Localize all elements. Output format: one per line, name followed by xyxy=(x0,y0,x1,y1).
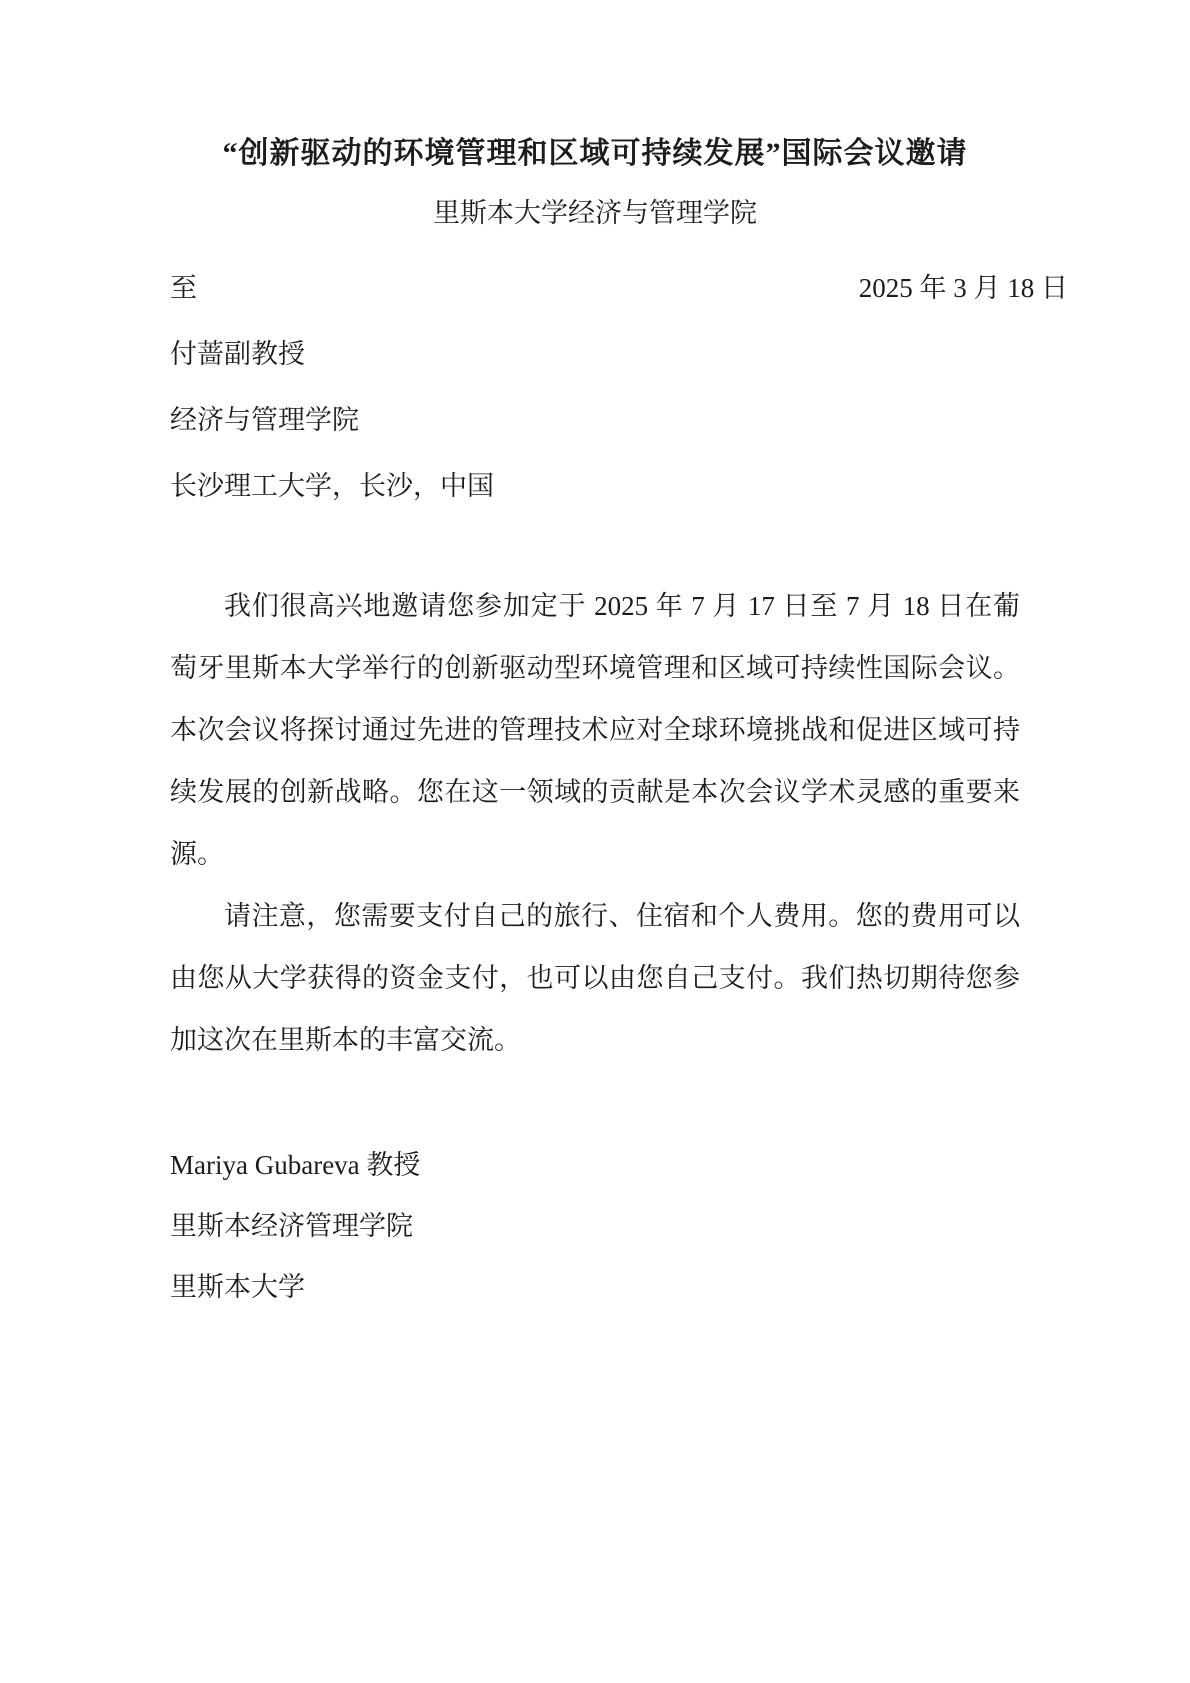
signature-university: 里斯本大学 xyxy=(170,1272,305,1302)
signature-name: Mariya Gubareva 教授 xyxy=(170,1150,421,1180)
letterhead xyxy=(170,255,1068,519)
salutation: 至 xyxy=(170,273,197,303)
recipient-name: 付蔷副教授 xyxy=(170,339,305,369)
document-date: 2025 年 3 月 18 日 xyxy=(858,273,1068,303)
body-paragraph-2: 请注意，您需要支付自己的旅行、住宿和个人费用。您的费用可以由您从大学获得的资金支付，也可以由您自己支付。我们热切期待您参加这次在里斯本的丰富交流。 xyxy=(170,901,1020,1055)
signature-school: 里斯本经济管理学院 xyxy=(170,1211,413,1241)
letter-body xyxy=(170,575,1020,1071)
signature-block xyxy=(170,1135,1020,1318)
page-title: “创新驱动的环境管理和区域可持续发展”国际会议邀请 xyxy=(222,137,968,170)
date-row xyxy=(170,255,1068,321)
recipient-university: 长沙理工大学，长沙，中国 xyxy=(170,471,494,501)
recipient-department: 经济与管理学院 xyxy=(170,405,359,435)
document-subtitle: 里斯本大学经济与管理学院 xyxy=(433,198,757,228)
body-paragraph-1: 我们很高兴地邀请您参加定于 2025 年 7 月 17 日至 7 月 18 日在葡萄牙里斯本大学举行的创新驱动型环境管理和区域可持续性国际会议。本次会议将探讨通过先进的管理技术应对全球环境挑战和促进区域可持续发展的创新战略。您在这一领域的贡献是本次会议学术灵感的重要来源。 xyxy=(170,591,1020,869)
